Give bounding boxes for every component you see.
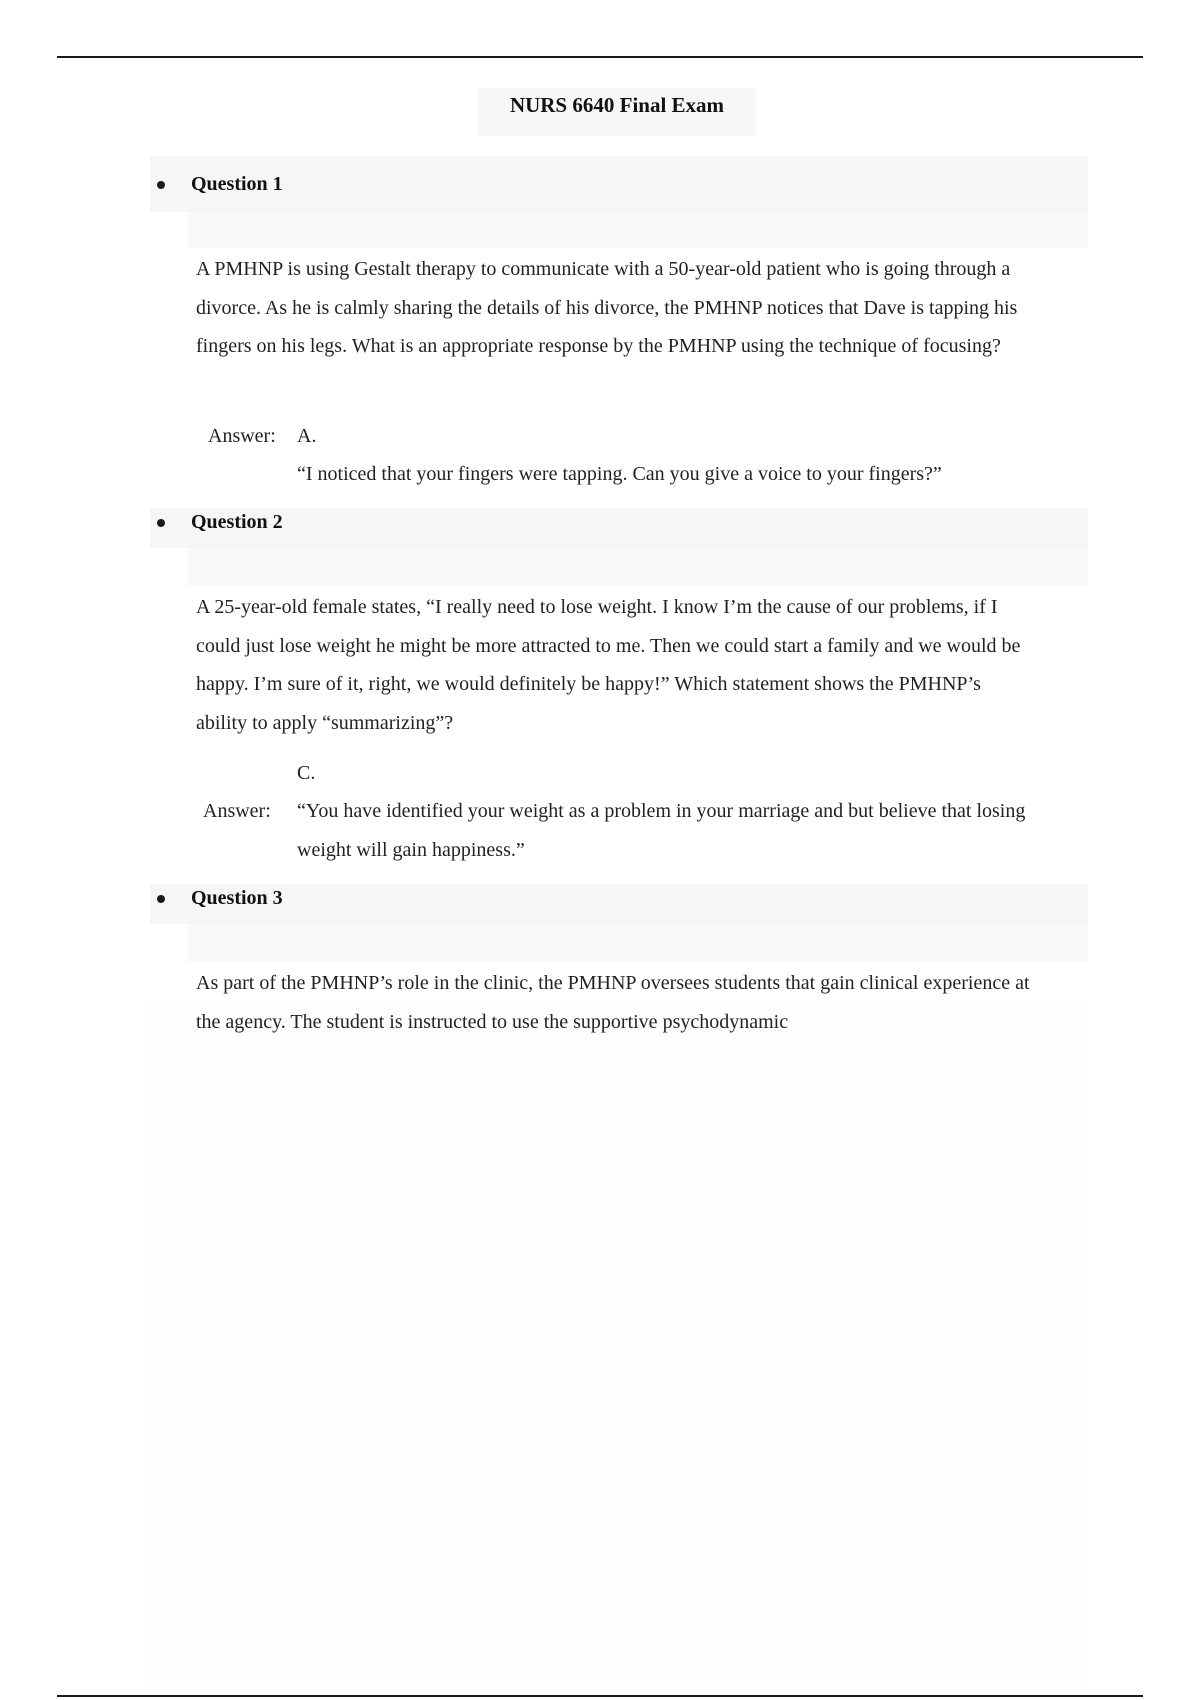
bullet-icon	[157, 181, 165, 189]
question-2-text: A 25-year-old female states, “I really need to lose weight. I know I’m the cause of our problems, if I could just lose weight he might be more attracted to me. Then we could start a family and we would be happy. I’m sure of it, right, we would definitely be happy!” Which statement shows the PMHNP’s ability to apply “summarizing”?	[196, 596, 1021, 734]
question-1-answer-text: “I noticed that your fingers were tapping. Can you give a voice to your fingers?”	[297, 463, 942, 485]
question-1-header-band	[150, 156, 1088, 212]
question-2-answer-letter: C.	[297, 762, 316, 784]
top-rule	[57, 56, 1143, 58]
question-1-text: A PMHNP is using Gestalt therapy to communicate with a 50-year-old patient who is going through a divorce. As he is calmly sharing the details of his divorce, the PMHNP notices that Dave is tapping his fingers on his legs. What is an appropriate response by the PMHNP using the technique of focusing?	[196, 258, 1018, 357]
question-3-sub-band	[188, 924, 1088, 962]
question-3-header-band	[150, 884, 1088, 924]
question-2-sub-band	[188, 548, 1088, 586]
bullet-icon	[157, 519, 165, 527]
question-3-text: As part of the PMHNP’s role in the clinic, the PMHNP oversees students that gain clinical experience at the agency. The student is instructed to use the supportive psychodynamic	[196, 972, 1030, 1033]
question-1-answer-label: Answer:	[208, 425, 276, 447]
question-2-label: Question 2	[191, 511, 283, 533]
question-1-answer-letter: A.	[297, 425, 317, 447]
bottom-rule	[57, 1695, 1143, 1697]
question-2-header-band	[150, 508, 1088, 548]
bullet-icon	[157, 895, 165, 903]
question-1-sub-band	[188, 212, 1088, 248]
question-2-answer-label: Answer:	[203, 800, 271, 822]
document-title: NURS 6640 Final Exam	[509, 93, 725, 117]
question-2-answer-text: “You have identified your weight as a problem in your marriage and but believe that losing weight will gain happiness.”	[297, 800, 1026, 861]
page-shade	[150, 1000, 1088, 1690]
question-3-label: Question 3	[191, 887, 283, 909]
question-1-label: Question 1	[191, 173, 283, 195]
